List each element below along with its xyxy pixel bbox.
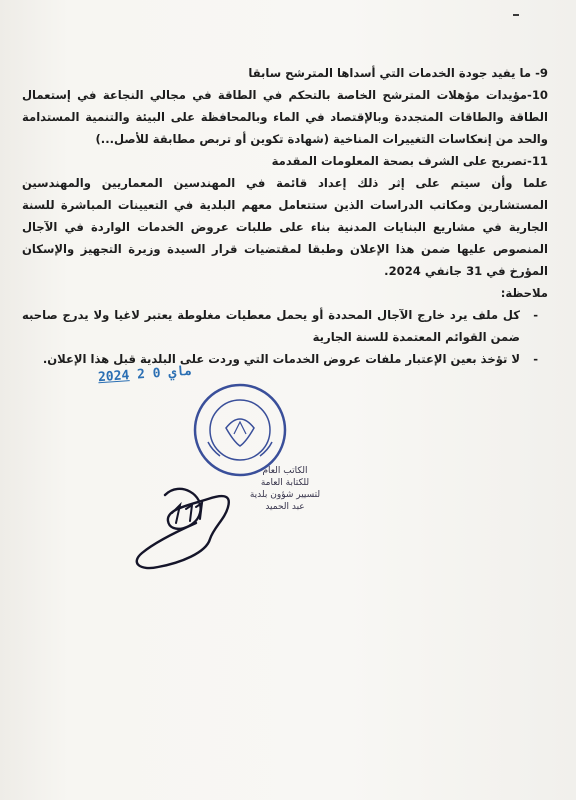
date-stamp-year: 2024 — [97, 368, 130, 386]
date-stamp-day: 0 2 — [136, 365, 162, 383]
body-paragraph: علما وأن سيتم على إثر ذلك إعداد قائمة في المهندسين المعماريين والمهندسين المستشارين ومكاتب الدراسات الذين ستتعامل معهم البلدية في التعيينات المباشرة للسنة الجارية في مشاريع البنايات المدنية بناء على طلبات عروض الخدمات الواردة في الآجال المنصوص عليها ضمن هذا الإعلان وطبقا لمقتضيات قرار السيدة وزيرة التجهيز والإسكان المؤرخ في 31 جانفي 2024. — [22, 176, 548, 278]
official-title-line: للكتابة العامة — [260, 478, 310, 488]
note-bullet-2: - لا تؤخذ بعين الإعتبار ملفات عروض الخدمات التي وردت على البلدية قبل هذا الإعلان. — [22, 348, 548, 370]
official-title-line: لتسيير شؤون بلدية — [249, 490, 321, 500]
list-item-9: 9- ما يفيد جودة الخدمات التي أسداها المترشح سابقا — [248, 66, 548, 80]
corner-mark — [513, 14, 519, 16]
list-item-11: 11-تصريح على الشرف بصحة المعلومات المقدمة — [271, 154, 548, 168]
notes-title: ملاحظة: — [500, 286, 548, 300]
official-title-line: عبد الحميد — [265, 502, 305, 512]
date-stamp-month: ماي — [167, 363, 193, 381]
signature — [110, 435, 260, 585]
document-body — [22, 62, 548, 370]
note-bullet-1: - كل ملف يرد خارج الآجال المحددة أو يحمل معطيات مغلوطة يعتبر لاغيا ولا يدرج صاحبه ضمن القوائم المعتمدة للسنة الجارية — [22, 304, 548, 348]
list-item-10: 10-مؤيدات مؤهلات المترشح الخاصة بالتحكم في الطاقة في مجالي النجاعة في إستعمال الطاقة والطاقات المتجددة وبالإقتصاد في الماء وبالمحافظة على البيئة والتنمية المستدامة والحد من إنعكاسات التغييرات المناخية (شهادة تكوين أو تربص مطابقة للأصل...) — [22, 88, 548, 146]
official-title-line: الكاتب العام — [262, 466, 308, 476]
